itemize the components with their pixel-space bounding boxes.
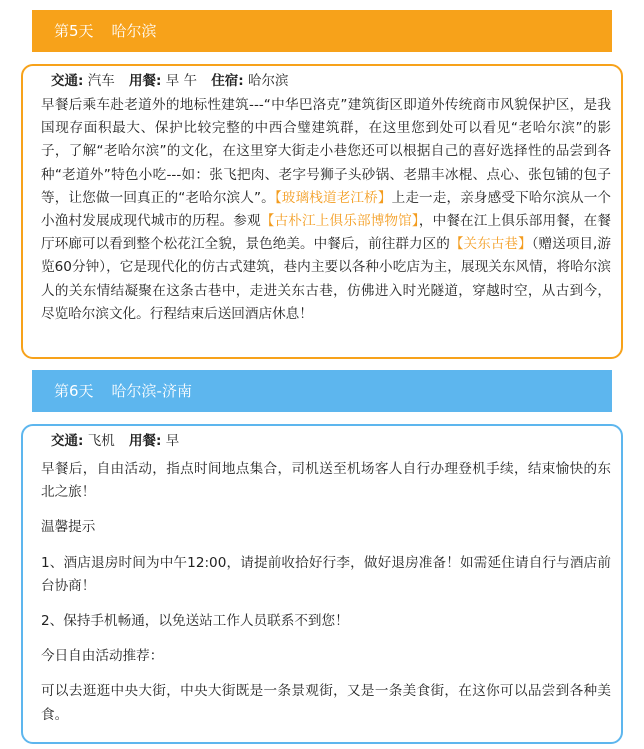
day5-card [21,64,623,359]
stay-label: 住宿: [211,73,244,89]
transport-value: 汽车 [87,73,115,89]
recommend-title: 今日自由活动推荐： [41,648,164,665]
day6-meta [41,430,611,452]
day5-description [41,94,611,326]
meal-value: 早 午 [165,73,197,89]
day6-header [32,370,612,412]
stay-value: 哈尔滨 [248,73,289,89]
day5-meta [41,70,611,92]
day6-card [21,424,623,744]
day5-label: 第5天 [54,22,94,40]
transport-value: 飞机 [87,433,115,449]
day6-title: 哈尔滨-济南 [111,382,192,400]
transport-label: 交通: [51,73,84,89]
day5-text-1: 早餐后乘车赴老道外的地标性建筑---“中华巴洛克”建筑街区即道外传统商市风貌保护区，是我国现存面积最大、保护比较完整的中西合璧建筑群，在这里您到处可以看见“老哈尔滨”的影子，了解“老哈尔滨”的文化，在这里穿大街走小巷您还可以根据自己的喜好选择性的品尝到各种“老道外”特色小吃---如：张飞把肉、老字号狮子头砂锅、老鼎丰冰棍、点心、张包铺的包子等，让您做一回真正的“老哈尔滨人”。 [41,97,611,206]
transport-label: 交通: [51,433,84,449]
day5-header [32,10,612,52]
meal-value: 早 [165,433,180,449]
day5-text-3: ，中餐在江上俱乐部用餐，在餐厅环廊可以看到整个松花江全貌，景色绝美。中餐后，前往群力区的 [41,213,612,253]
meal-label: 用餐: [129,73,162,89]
day6-description: 早餐后，自由活动，指点时间地点集合，司机送至机场客人自行办理登机手续，结束愉快的东北之旅！ [41,461,611,501]
link-river-club-museum[interactable]: 【古朴江上俱乐部博物馆】 [260,213,419,230]
day5-text-4: （赠送项目,游览60分钟），它是现代化的仿古式建筑，巷内主要以各种小吃店为主，展现关东风情，将哈尔滨人的关东情结凝聚在这条古巷中，走进关东古巷，仿佛进入时光隧道，穿越时空，从古到今，尽览哈尔滨文化。行程结束后送回酒店休息！ [41,236,611,322]
day6-label: 第6天 [54,382,94,400]
meal-label: 用餐: [129,433,162,449]
day5-title: 哈尔滨 [111,22,157,40]
tip-2: 2、保持手机畅通，以免送站工作人员联系不到您！ [41,613,349,630]
link-guandong-alley[interactable]: 【关东古巷】 [449,236,532,253]
day5-text-2: 上走一走，亲身感受下哈尔滨从一个小渔村发展成现代城市的历程。参观 [41,189,612,230]
tip-1: 1、酒店退房时间为中午12:00，请提前收拾好行李，做好退房准备！如需延住请自行与酒店前台协商！ [41,554,611,594]
recommend-text: 可以去逛逛中央大街，中央大街既是一条景观街，又是一条美食街，在这你可以品尝到各种美食。 [41,683,611,723]
link-glass-walkway[interactable]: 【玻璃栈道老江桥】 [274,189,392,206]
tips-title: 温馨提示 [41,519,96,536]
